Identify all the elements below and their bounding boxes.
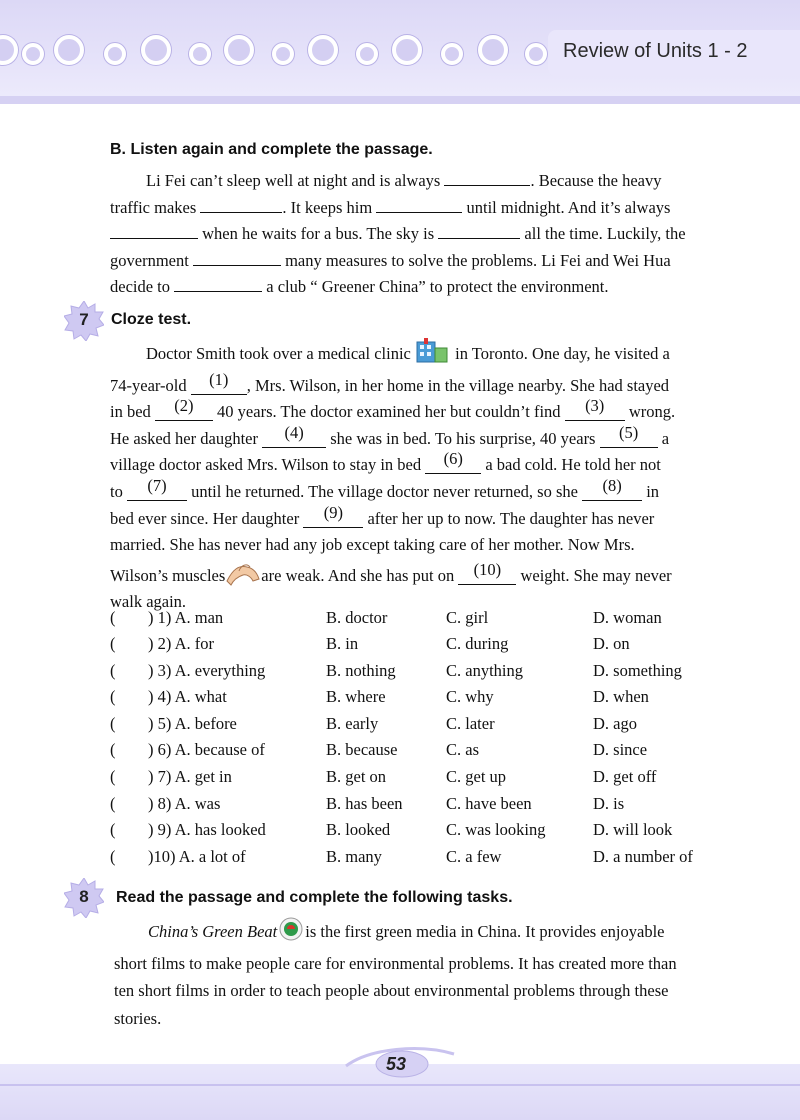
header-divider (0, 96, 800, 104)
numbered-blank[interactable]: (8) (582, 484, 642, 501)
option-row: ( ) 3) A. everything B. nothing C. anything D. something (110, 661, 682, 680)
passage-line: decide to a club “ Greener China” to protect the environment. (110, 277, 609, 296)
section-b-passage (110, 168, 732, 301)
answer-paren[interactable]: ( (110, 794, 116, 813)
option-row: ( ) 6) A. because of B. because C. as D. since (110, 740, 648, 759)
ring-icon (54, 35, 84, 65)
green-beat-logo-icon (277, 916, 305, 950)
answer-blank[interactable] (110, 222, 198, 239)
passage-line: to (7) until he returned. The village doctor never returned, so she (8) in (110, 475, 660, 501)
section-8-passage (114, 916, 730, 1032)
answer-paren[interactable]: ( (110, 714, 116, 733)
numbered-blank[interactable]: (9) (303, 511, 363, 528)
ring-icon (224, 35, 254, 65)
passage-line: He asked her daughter (4) she was in bed. To his surprise, 40 years (5) a (110, 422, 670, 448)
answer-blank[interactable] (438, 222, 520, 239)
section-b-title: B. Listen again and complete the passage. (110, 141, 433, 158)
option-row: ( ) 4) A. what B. where C. why D. when (110, 687, 649, 706)
ring-icon (525, 43, 547, 65)
numbered-blank[interactable]: (4) (262, 431, 326, 448)
passage-line: traffic makes . It keeps him until midnight. And it’s always (110, 197, 671, 217)
arm-muscle-icon (225, 559, 261, 596)
ring-icon (478, 35, 508, 65)
numbered-blank[interactable]: (6) (425, 457, 481, 474)
answer-paren[interactable]: ( (110, 740, 116, 759)
section-8-badge (64, 878, 104, 918)
passage-line: Wilson’s muscles are weak. And she has put on (10) weight. She may never (110, 559, 732, 596)
ring-icon (22, 43, 44, 65)
answer-paren[interactable]: ( (110, 608, 116, 627)
option-row: ( ) 7) A. get in B. get on C. get up D. get off (110, 767, 657, 786)
option-row: ( ) 5) A. before B. early C. later D. ago (110, 714, 637, 733)
section-7-badge (64, 301, 104, 341)
page-number: 53 (386, 1054, 407, 1074)
answer-paren[interactable]: ( (110, 767, 116, 786)
option-row: ( ) 2) A. for B. in C. during D. on (110, 634, 630, 653)
passage-line: when he waits for a bus. The sky is all the time. Luckily, the (110, 221, 732, 248)
ring-icon (356, 43, 378, 65)
section-7-number: 7 (79, 310, 89, 329)
ring-icon (392, 35, 422, 65)
ring-icon (141, 35, 171, 65)
passage-line: in bed (2) 40 years. The doctor examined her but couldn’t find (3) wrong. (110, 396, 676, 422)
ring-icon (189, 43, 211, 65)
option-row: ( ) 8) A. was B. has been C. have been D. is (110, 794, 625, 813)
ring-icon (441, 43, 463, 65)
numbered-blank[interactable]: (7) (127, 484, 187, 501)
numbered-blank[interactable]: (1) (191, 378, 247, 395)
header-title: Review of Units 1 - 2 (563, 40, 748, 62)
section-8-title: Read the passage and complete the following tasks. (116, 889, 513, 906)
passage-line: Li Fei can’t sleep well at night and is always . Because the heavy (146, 171, 662, 190)
footer-divider (0, 1084, 800, 1086)
numbered-blank[interactable]: (10) (458, 568, 516, 585)
answer-paren[interactable]: ( (110, 820, 116, 839)
passage-line: 74-year-old (1) , Mrs. Wilson, in her home in the village nearby. She had stayed (110, 369, 670, 395)
clinic-building-icon (415, 338, 451, 373)
answer-blank[interactable] (174, 275, 262, 292)
answer-blank[interactable] (376, 196, 462, 213)
passage-line: short films to make people care for environmental problems. It has created more than (114, 954, 677, 974)
option-row: ( ) 9) A. has looked B. looked C. was looking D. will look (110, 820, 673, 839)
passage-line: China’s Green Beat is the first green media in China. It provides enjoyable (114, 916, 730, 950)
numbered-blank[interactable]: (3) (565, 404, 625, 421)
passage-line: bed ever since. Her daughter (9) after her up to now. The daughter has never (110, 502, 655, 528)
answer-blank[interactable] (200, 196, 282, 213)
answer-paren[interactable]: ( (110, 847, 116, 866)
passage-line: village doctor asked Mrs. Wilson to stay in bed (6) a bad cold. He told her not (110, 449, 661, 475)
option-row: ( ) 1) A. man B. doctor C. girl D. woman (110, 608, 662, 627)
ring-icon (308, 35, 338, 65)
numbered-blank[interactable]: (5) (600, 431, 658, 448)
answer-paren[interactable]: ( (110, 661, 116, 680)
answer-blank[interactable] (444, 169, 530, 186)
passage-line: government many measures to solve the problems. Li Fei and Wei Hua (110, 250, 671, 270)
answer-paren[interactable]: ( (110, 634, 116, 653)
ring-icon (272, 43, 294, 65)
passage-line: walk again. (110, 592, 187, 612)
passage-line: ten short films in order to teach people about environmental problems through these (114, 981, 669, 1001)
ring-icon (104, 43, 126, 65)
section-8-number: 8 (79, 887, 89, 906)
section-7-passage (110, 338, 732, 616)
answer-blank[interactable] (193, 249, 281, 266)
passage-line: married. She has never had any job except taking care of her mother. Now Mrs. (110, 535, 635, 555)
passage-line: Doctor Smith took over a medical clinic in Toronto. One day, he visited a (110, 338, 732, 373)
answer-paren[interactable]: ( (110, 687, 116, 706)
section-7-title: Cloze test. (111, 311, 192, 328)
option-row: ( )10) A. a lot of B. many C. a few D. a number of (110, 847, 693, 866)
numbered-blank[interactable]: (2) (155, 404, 213, 421)
passage-line: stories. (114, 1008, 162, 1028)
